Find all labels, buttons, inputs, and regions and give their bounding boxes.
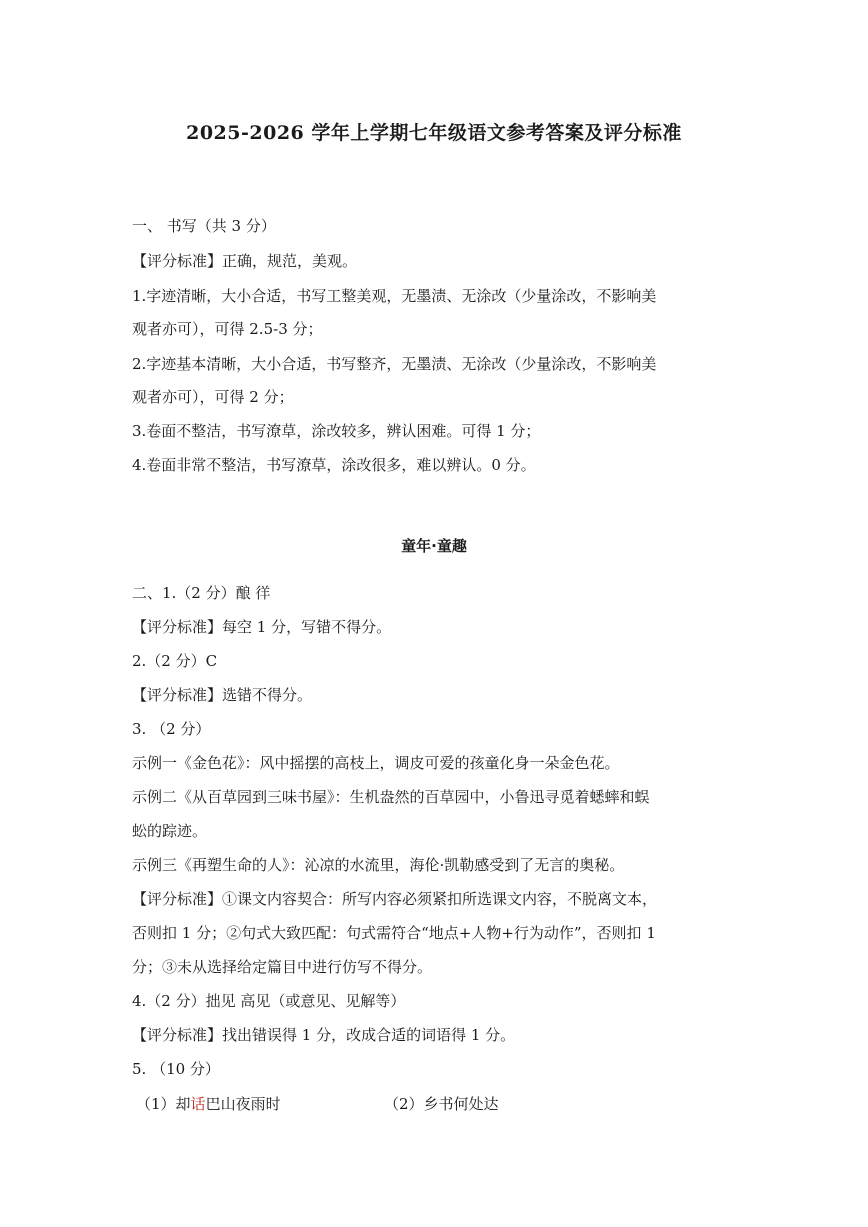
section1-line: 观者亦可），可得 2 分；	[132, 388, 294, 406]
question-line: 蚣的踪迹。	[132, 822, 208, 840]
section1-line: 4.卷面非常不整洁，书写潦草，涂改很多，难以辨认。0 分。	[132, 456, 536, 474]
question-line: 2.（2 分）C	[132, 652, 218, 670]
question-line: 3. （2 分）	[132, 720, 211, 738]
q5-answer-1	[136, 1094, 281, 1114]
section1-line: 2.字迹基本清晰，大小合适，书写整齐，无墨渍、无涂改（少量涂改，不影响美	[132, 355, 657, 373]
question-line: 二、1.（2 分）酿 徉	[132, 584, 271, 602]
question-line: 【评分标准】每空 1 分，写错不得分。	[132, 618, 392, 636]
q5-answer-1-part-a: （1）却	[136, 1095, 191, 1113]
q5-answer-2: （2）乡书何处达	[384, 1095, 499, 1113]
question-line: 示例二《从百草园到三味书屋》：生机盎然的百草园中，小鲁迅寻觅着蟋蟀和蜈	[132, 788, 650, 806]
section1-line: 观者亦可），可得 2.5-3 分；	[132, 320, 323, 338]
question-line: 否则扣 1 分；②句式大致匹配：句式需符合“地点+人物+行为动作”，否则扣 1	[132, 924, 656, 942]
question-line: 示例一《金色花》：风中摇摆的高枝上，调皮可爱的孩童化身一朵金色花。	[132, 754, 620, 772]
section-subtitle: 童年·童趣	[401, 537, 467, 555]
question-line: 5. （10 分）	[132, 1060, 220, 1078]
question-line: 【评分标准】①课文内容契合：所写内容必须紧扣所选课文内容，不脱离文本，	[132, 890, 658, 908]
section1-heading: 一、 书写（共 3 分）	[132, 217, 276, 235]
question-line: 【评分标准】找出错误得 1 分，改成合适的词语得 1 分。	[132, 1026, 516, 1044]
q5-answer-1-part-b: 巴山夜雨时	[205, 1095, 281, 1113]
page-title: 2025-2026 学年上学期七年级语文参考答案及评分标准	[186, 122, 682, 144]
question-line: 4.（2 分）拙见 高见（或意见、见解等）	[132, 992, 406, 1010]
section1-line: 3.卷面不整洁，书写潦草，涂改较多，辨认困难。可得 1 分；	[132, 422, 541, 440]
question-line: 示例三《再塑生命的人》：沁凉的水流里，海伦·凯勒感受到了无言的奥秘。	[132, 856, 625, 874]
section1-criteria: 【评分标准】正确，规范，美观。	[132, 252, 358, 270]
section1-line: 1.字迹清晰，大小合适，书写工整美观，无墨渍、无涂改（少量涂改，不影响美	[132, 287, 657, 305]
question-line: 【评分标准】选错不得分。	[132, 686, 313, 704]
q5-answer-1-highlight: 话	[190, 1095, 206, 1113]
question-line: 分；③未从选择给定篇目中进行仿写不得分。	[132, 958, 433, 976]
